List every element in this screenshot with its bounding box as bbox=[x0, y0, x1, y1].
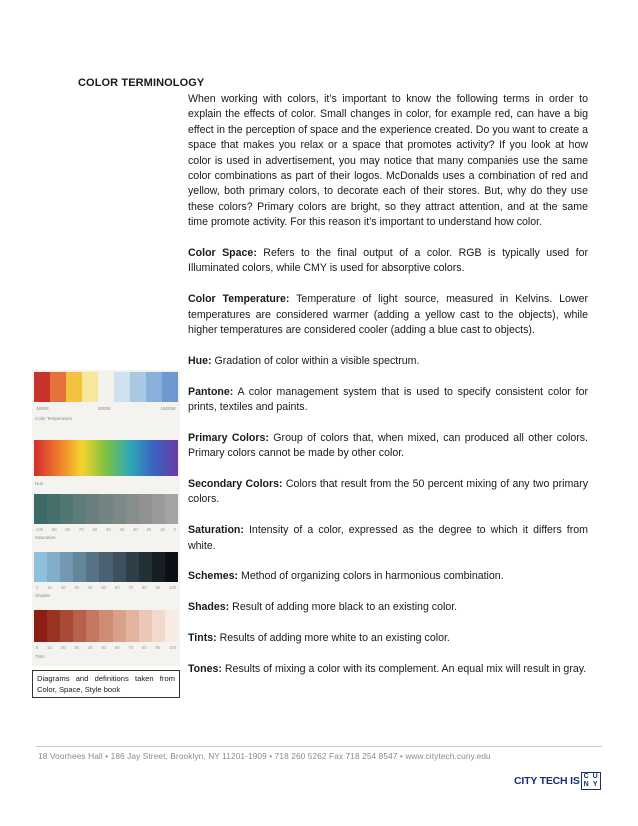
term-definition: Group of colors that, when mixed, can produced all other colors. Primary colors cannot be made by other color. bbox=[188, 431, 588, 460]
temp-high-label: 16000K bbox=[160, 406, 176, 411]
saturation-scale bbox=[36, 527, 176, 532]
term-entry bbox=[188, 662, 588, 677]
tints-swatches bbox=[34, 610, 178, 642]
logo-letter: U bbox=[592, 773, 598, 780]
temperature-swatch bbox=[162, 372, 178, 402]
scale-tick: 0 bbox=[173, 527, 176, 532]
saturation-swatch bbox=[126, 494, 139, 524]
scale-tick: 100 bbox=[168, 645, 176, 650]
tint-swatch bbox=[99, 610, 112, 642]
saturation-swatch bbox=[34, 494, 47, 524]
scale-tick: 70 bbox=[78, 527, 84, 532]
term-name: Hue: bbox=[188, 354, 212, 367]
term-definition: Refers to the final output of a color. RGB is typically used for Illuminated colors, while CMY is used for absorptive colors. bbox=[188, 247, 588, 275]
scale-tick: 60 bbox=[114, 585, 120, 590]
scale-tick: 10 bbox=[47, 645, 52, 650]
shade-swatch bbox=[165, 552, 178, 582]
scale-tick: 70 bbox=[128, 645, 134, 650]
tint-swatch bbox=[113, 610, 126, 642]
term-definition: Colors that result from the 50 percent mixing of any two primary colors. bbox=[188, 478, 588, 506]
term-definition: Temperature of light source, measured in Kelvins. Lower temperatures are considered warmer (adding a yellow cast to the objects), while higher temperatures are considered cooler (adding a blue cast to objects). bbox=[188, 293, 588, 337]
scale-tick: 40 bbox=[87, 645, 93, 650]
terminology-body bbox=[188, 92, 588, 693]
term-definition: Results of adding more white to an existing color. bbox=[216, 632, 450, 645]
scale-tick: 0 bbox=[36, 645, 39, 650]
term-name: Tints: bbox=[188, 632, 217, 645]
tint-swatch bbox=[60, 610, 73, 642]
temp-mid-label: 5000K bbox=[98, 406, 112, 411]
temperature-swatch bbox=[34, 372, 50, 402]
tint-swatch bbox=[139, 610, 152, 642]
scale-tick: 20 bbox=[60, 585, 66, 590]
tint-swatch bbox=[86, 610, 99, 642]
shade-swatch bbox=[47, 552, 60, 582]
scale-tick: 30 bbox=[74, 645, 79, 650]
scale-tick: 60 bbox=[114, 645, 120, 650]
logo-text: CITY TECH IS bbox=[514, 775, 580, 787]
term-definition: Results of mixing a color with its complement. An equal mix will result in gray. bbox=[221, 662, 587, 675]
term-entry bbox=[188, 569, 588, 584]
logo-letter: N bbox=[583, 781, 589, 788]
page-heading: COLOR TERMINOLOGY bbox=[78, 77, 205, 89]
scale-tick: 0 bbox=[36, 585, 39, 590]
scale-tick: 10 bbox=[47, 585, 52, 590]
scale-tick: 50 bbox=[101, 585, 106, 590]
saturation-swatch bbox=[152, 494, 165, 524]
term-name: Secondary Colors: bbox=[188, 478, 283, 491]
term-entry bbox=[188, 631, 588, 646]
temperature-swatch bbox=[66, 372, 82, 402]
city-tech-logo bbox=[514, 772, 601, 790]
shades-label: Shades bbox=[35, 593, 51, 598]
footer-divider bbox=[36, 746, 602, 747]
terms-list bbox=[188, 246, 588, 677]
scale-tick: 20 bbox=[146, 527, 152, 532]
color-diagram bbox=[32, 370, 180, 666]
term-name: Color Space: bbox=[188, 247, 257, 260]
shades-swatches bbox=[34, 552, 178, 582]
term-name: Primary Colors: bbox=[188, 431, 269, 444]
scale-tick: 50 bbox=[105, 527, 111, 532]
scale-tick: 80 bbox=[141, 585, 147, 590]
tints-scale bbox=[36, 645, 176, 650]
cuny-mark bbox=[581, 772, 601, 790]
scale-tick: 100 bbox=[36, 527, 43, 532]
term-name: Pantone: bbox=[188, 385, 234, 398]
saturation-swatch bbox=[99, 494, 112, 524]
scale-tick: 50 bbox=[101, 645, 106, 650]
term-name: Tones: bbox=[188, 662, 222, 675]
term-name: Color Temperature: bbox=[188, 293, 290, 306]
shades-scale bbox=[36, 585, 176, 590]
tints-label: Tints bbox=[35, 654, 45, 659]
saturation-swatch bbox=[73, 494, 86, 524]
term-definition: A color management system that is used to specify consistent color for prints, textiles and paints. bbox=[188, 385, 588, 414]
scale-tick: 90 bbox=[155, 585, 161, 590]
term-entry bbox=[188, 354, 588, 369]
scale-tick: 90 bbox=[155, 645, 161, 650]
term-name: Schemes: bbox=[188, 570, 239, 583]
shade-swatch bbox=[73, 552, 86, 582]
shade-swatch bbox=[126, 552, 139, 582]
shade-swatch bbox=[34, 552, 47, 582]
term-name: Saturation: bbox=[188, 524, 244, 537]
saturation-swatch bbox=[86, 494, 99, 524]
saturation-swatch bbox=[139, 494, 152, 524]
hue-label: Hue bbox=[35, 481, 44, 486]
saturation-swatch bbox=[165, 494, 178, 524]
term-entry bbox=[188, 523, 588, 554]
term-entry bbox=[188, 385, 588, 416]
temperature-scale bbox=[36, 406, 176, 412]
temperature-swatch bbox=[50, 372, 66, 402]
scale-tick: 10 bbox=[160, 527, 165, 532]
shade-swatch bbox=[139, 552, 152, 582]
scale-tick: 80 bbox=[65, 527, 71, 532]
term-definition: Intensity of a color, expressed as the degree to which it differs from white. bbox=[188, 524, 588, 552]
temperature-swatch bbox=[82, 372, 98, 402]
logo-letter: Y bbox=[592, 781, 598, 788]
diagram-caption: Diagrams and definitions taken from Color, Space, Style book bbox=[32, 670, 180, 698]
term-entry bbox=[188, 292, 588, 338]
term-entry bbox=[188, 600, 588, 615]
tint-swatch bbox=[165, 610, 178, 642]
saturation-swatch bbox=[47, 494, 60, 524]
tint-swatch bbox=[152, 610, 165, 642]
saturation-swatch bbox=[113, 494, 126, 524]
temp-low-label: 1800K bbox=[36, 406, 50, 411]
term-definition: Result of adding more black to an existing color. bbox=[229, 601, 458, 614]
scale-tick: 30 bbox=[74, 585, 79, 590]
tint-swatch bbox=[126, 610, 139, 642]
scale-tick: 80 bbox=[141, 645, 147, 650]
shade-swatch bbox=[152, 552, 165, 582]
term-definition: Method of organizing colors in harmonious combination. bbox=[238, 570, 504, 583]
shade-swatch bbox=[60, 552, 73, 582]
shade-swatch bbox=[99, 552, 112, 582]
tint-swatch bbox=[47, 610, 60, 642]
term-entry bbox=[188, 431, 588, 462]
tint-swatch bbox=[34, 610, 47, 642]
color-temperature-swatches bbox=[34, 372, 178, 402]
shade-swatch bbox=[113, 552, 126, 582]
saturation-swatches bbox=[34, 494, 178, 524]
term-definition: Gradation of color within a visible spectrum. bbox=[211, 354, 420, 367]
temperature-swatch bbox=[114, 372, 130, 402]
term-name: Shades: bbox=[188, 601, 230, 614]
scale-tick: 70 bbox=[128, 585, 134, 590]
intro-paragraph: When working with colors, it’s important to know the following terms in order to explain the effects of color. Small changes in color, for example red, can have a big effect in the perception of space and the experience created. Do you want to create a space that makes you relax or a space that promotes activity? If you look at how color is used in advertisement, you may notice that many companies use the same color combinations as part of their logos. McDonalds uses a combination of red and yellow, both primary colors, to decorate each of their stores. But, why do they use these colors? Primary colors are bright, so they attract attention, and at the same time promote activity. For this reason it’s important to understand how color. bbox=[188, 93, 588, 229]
scale-tick: 90 bbox=[51, 527, 57, 532]
logo-letter: C bbox=[583, 773, 589, 780]
term-entry bbox=[188, 477, 588, 508]
saturation-label: Saturation bbox=[35, 535, 56, 540]
scale-tick: 40 bbox=[119, 527, 125, 532]
temperature-swatch bbox=[146, 372, 162, 402]
scale-tick: 60 bbox=[92, 527, 98, 532]
scale-tick: 30 bbox=[133, 527, 138, 532]
temperature-swatch bbox=[98, 372, 114, 402]
saturation-swatch bbox=[60, 494, 73, 524]
footer-address: 18 Voorhees Hall • 186 Jay Street, Brooklyn, NY 11201-1909 • 718 260 5262 Fax 718 254 8547 • www.citytech.cuny.edu bbox=[38, 751, 491, 761]
shade-swatch bbox=[86, 552, 99, 582]
hue-spectrum bbox=[34, 440, 178, 476]
scale-tick: 40 bbox=[87, 585, 93, 590]
temperature-swatch bbox=[130, 372, 146, 402]
scale-tick: 100 bbox=[168, 585, 176, 590]
tint-swatch bbox=[73, 610, 86, 642]
term-entry bbox=[188, 246, 588, 277]
color-temperature-label: Color Temperature bbox=[35, 416, 73, 421]
scale-tick: 20 bbox=[60, 645, 66, 650]
